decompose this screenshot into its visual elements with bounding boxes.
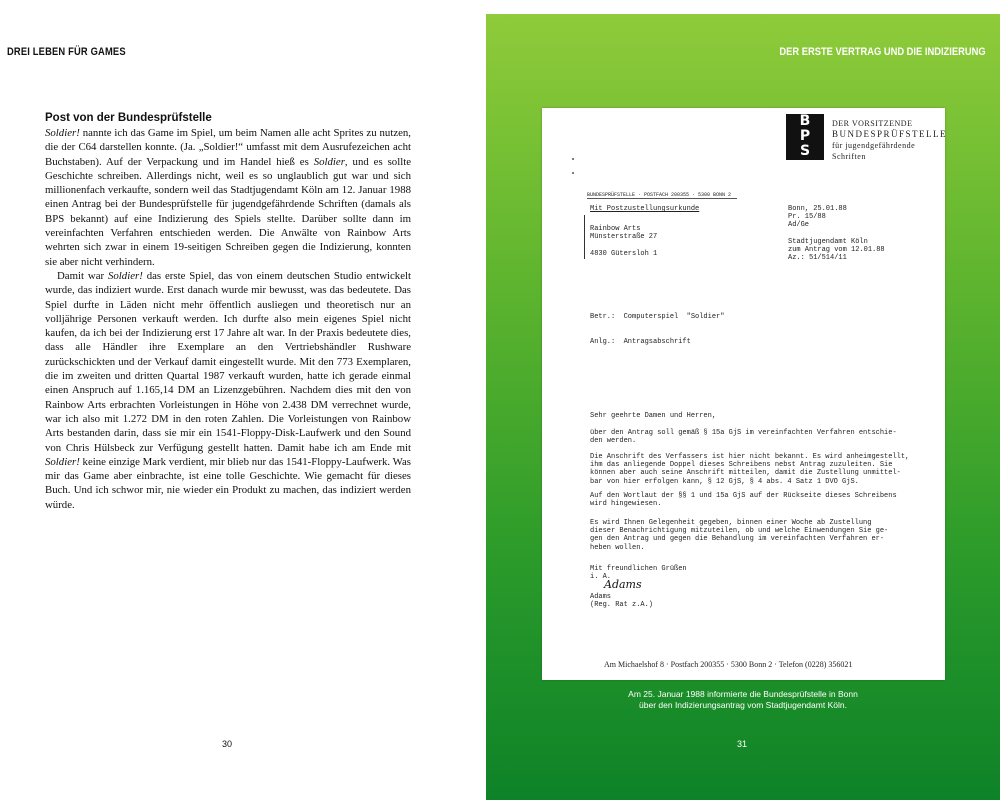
figure-caption xyxy=(526,689,960,711)
logo-letter-p: P xyxy=(799,128,811,144)
delivery-note: Mit Postzustellungsurkunde xyxy=(590,205,700,213)
letter-salutation: Sehr geehrte Damen und Herren, xyxy=(590,412,717,420)
letter-subject: Betr.: Computerspiel "Soldier" xyxy=(590,313,725,321)
running-head-right: DER ERSTE VERTRAG UND DIE INDIZIERUNG xyxy=(779,46,986,58)
signature: Adams xyxy=(604,578,642,591)
letter-footer: Am Michaelshof 8 · Postfach 200355 · 5300 Bonn 2 · Telefon (0228) 356021 xyxy=(604,660,853,669)
scan-mark xyxy=(572,172,574,174)
running-head-left: DREI LEBEN FÜR GAMES xyxy=(7,46,126,58)
body-text xyxy=(45,126,411,512)
authority-line1: DER VORSITZENDE xyxy=(832,119,913,128)
logo-letter-s: S xyxy=(799,143,811,159)
right-page xyxy=(486,14,1000,800)
letter-scan xyxy=(542,108,948,680)
letter-body-1: über den Antrag soll gemäß § 15a GjS im vereinfachten Verfahren entschie- den werden. xyxy=(590,429,897,446)
section-title: Post von der Bundesprüfstelle xyxy=(45,112,212,124)
left-page xyxy=(0,0,486,800)
letter-body-3: Auf den Wortlaut der §§ 1 und 15a GjS auf der Rückseite dieses Schreibens wird hingewiesen. xyxy=(590,492,897,509)
bps-logo xyxy=(786,114,824,160)
sender-rule xyxy=(587,198,737,199)
sender-line: BUNDESPRÜFSTELLE · POSTFACH 200355 · 5300 BONN 2 xyxy=(587,192,732,198)
caption-line-1: Am 25. Januar 1988 informierte die Bundesprüfstelle in Bonn xyxy=(628,689,858,699)
signature-name: Adams (Reg. Rat z.A.) xyxy=(590,593,654,610)
letter-meta: Bonn, 25.01.88 Pr. 15/88 Ad/Ge Stadtjugendamt Köln zum Antrag vom 12.01.88 Az.: 51/514/11 xyxy=(788,205,885,263)
paragraph-1: Soldier! nannte ich das Game im Spiel, um beim Namen alle acht Sprites zu nutzen, die der C64 darstellen konnte. (Ja. „Soldier!“ umfasst mit dem Ausrufezeichen acht Buchstaben). Auf der Verpackung und im Handel hieß es Soldier, und es sollte Geschichte schreiben. Allerdings nicht, weil es so unglaublich gut war und sich millionenfach verkaufte, sondern weil das Stadtjugendamt Köln am 12. Januar 1988 einen Antrag bei der Bundesprüfstelle für jugendgefährdende Schriften (damals als BPS bekannt) auf eine Indizierung des Spiels stellte. Darüber sollte dann im vereinfachten Verfahren entschieden werden. Die Anwälte von Rainbow Arts wehrten sich zwar in einem 19-seitigen Schreiben gegen die Indizierung, konnten sie aber nicht verhindern. xyxy=(45,127,411,268)
authority-line2: BUNDESPRÜFSTELLE xyxy=(832,129,948,139)
letter-closing: Mit freundlichen Grüßen i. A. xyxy=(590,565,687,582)
authority-line3: für jugendgefährdende Schriften xyxy=(832,141,916,161)
recipient-address: Rainbow Arts Münsterstraße 27 4830 Gütersloh 1 xyxy=(590,225,658,258)
paragraph-2: Damit war Soldier! das erste Spiel, das von einem deutschen Studio entwickelt wurde, das indiziert wurde. Erst danach wurde mir bewusst, was das bedeutete. Das Spiel durfte in Läden nicht mehr öffentlich ausliegen und theoretisch nur an volljährige Personen verkauft werden. Ich durfte also mein eigenes Spiel nicht kaufen, da ich bei der Indizierung erst 17 Jahre alt war. In der Praxis bedeutete dies, dass alle Händler ihre Exemplare an den Vertriebshändler Rushware zurückschickten und der Verkauf damit eingestellt wurde. Mit den 773 Exemplaren, die im zweiten und dritten Quartal 1987 verkauft wurden, hatte ich gerade einmal einen Anspruch auf 1.165,14 DM an Lizenzgebühren. Nachdem dies mit den von Rainbow Arts erbrachten Vorleistungen in Höhe von 2.438 DM verrechnet wurde, war ich also mit 1.272 DM in den roten Zahlen. Die Vorleistungen von Rainbow Arts bestanden darin, dass sie mir ein 1541-Floppy-Disk-Laufwerk und den Sound von Chris Hülsbeck zur Verfügung gestellt hatten. Damit habe ich am Ende mit Soldier! keine einzige Mark verdient, mir blieb nur das 1541-Floppy-Laufwerk. Was mir das Game aber einbrachte, ist eine tolle Geschichte. Wie gemacht für dieses Buch. Und ich schwor mir, nie wieder ein Produkt zu machen, das indiziert werden würde. xyxy=(45,269,411,511)
logo-letter-b: B xyxy=(799,113,811,129)
page-number-right: 31 xyxy=(737,739,748,749)
scan-mark xyxy=(572,158,574,160)
caption-line-2: über den Indizierungsantrag vom Stadtjugendamt Köln. xyxy=(639,700,847,710)
address-bracket xyxy=(584,215,585,259)
letterhead-authority xyxy=(832,118,947,162)
page-number-left: 30 xyxy=(222,739,233,749)
letter-body-4: Es wird Ihnen Gelegenheit gegeben, binnen einer Woche ab Zustellung dieser Benachrichtigung mitzuteilen, ob und welche Einwendungen Sie ge- gen den Antrag und gegen die Behandlung im vereinfachten Verfahren er- heben wollen. xyxy=(590,519,889,552)
letter-attachment: Anlg.: Antragsabschrift xyxy=(590,338,691,346)
letter-body-2: Die Anschrift des Verfassers ist hier nicht bekannt. Es wird anheimgestellt, ihm das anliegende Doppel dieses Schreibens nebst Antrag zuzuleiten. Sie können aber auch seine Anschrift mitteilen, damit die Zustellung unmittel- bar von hier erfolgen kann, § 12 GjS, § 4 abs. 4 Satz 1 DVO GjS. xyxy=(590,453,910,486)
